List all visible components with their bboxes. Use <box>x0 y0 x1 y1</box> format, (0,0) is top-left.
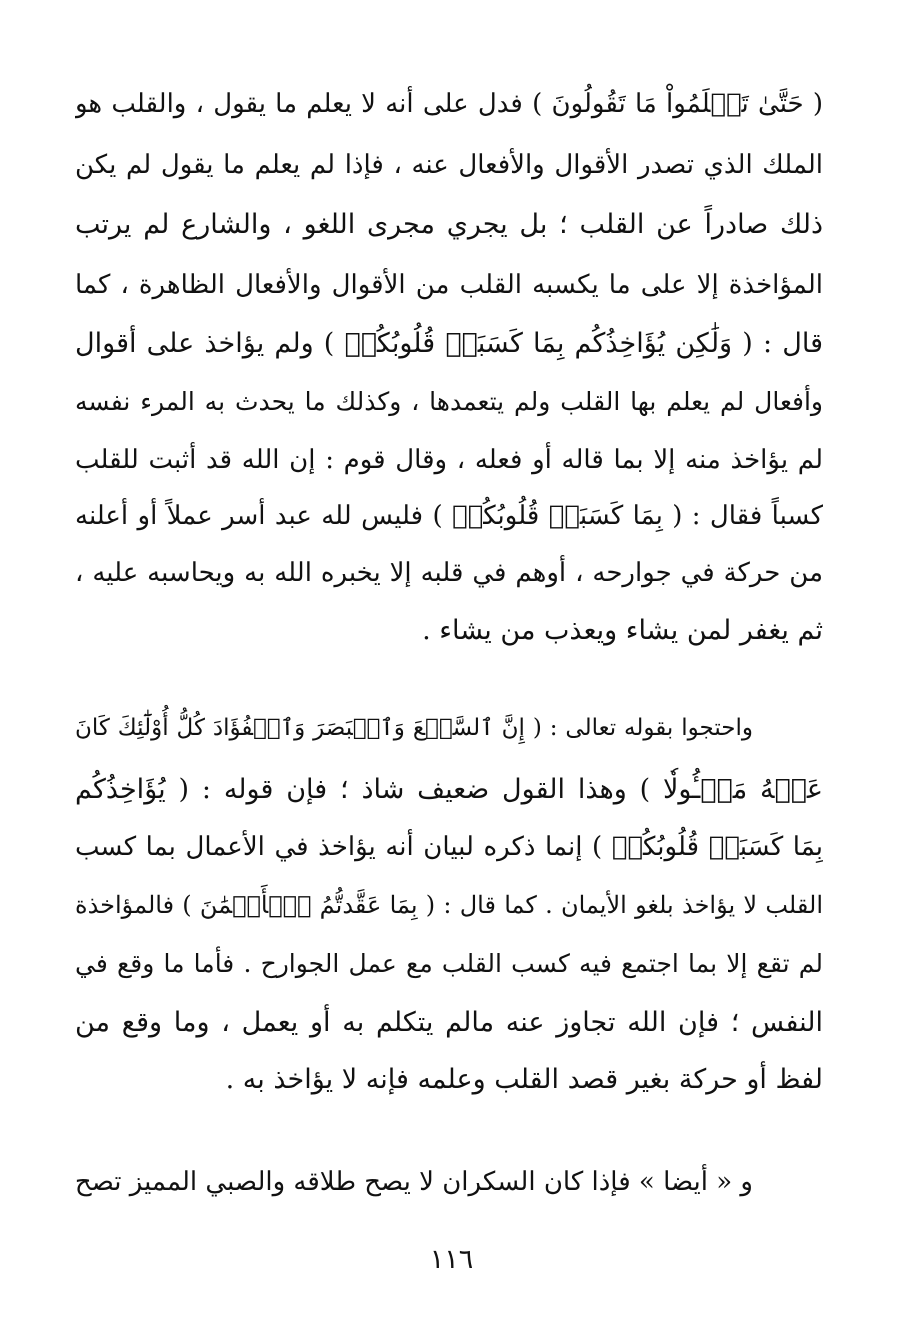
text-line: بِمَا كَسَبَتۡ قُلُوبُكُمۡ ) إنما ذكره لبيان أنه يؤاخذ في الأعمال بما كسب <box>75 832 823 862</box>
text-line: من حركة في جوارحه ، أوهم في قلبه إلا يخبره الله به ويحاسبه عليه ، <box>75 558 823 588</box>
text-line: كسباً فقال : ( بِمَا كَسَبَتۡ قُلُوبُكُمۡ ) فليس لله عبد أسر عملاً أو أعلنه <box>75 501 823 531</box>
text-line: القلب لا يؤاخذ بلغو الأيمان . كما قال : ( بِمَا عَقَّدتُّمُ ٱلۡأَيۡمَٰنَ ) فالمؤاخذة <box>75 891 823 919</box>
text-line: لم تقع إلا بما اجتمع فيه كسب القلب مع عمل الجوارح . فأما ما وقع في <box>75 949 823 978</box>
text-line: و « أيضا » فإذا كان السكران لا يصح طلاقه والصبي المميز تصح <box>75 1167 753 1197</box>
text-line: واحتجوا بقوله تعالى : ( إِنَّ ٱلسَّمۡعَ وَٱلۡبَصَرَ وَٱلۡفُؤَادَ كُلُّ أُوْلَٰٓئِكَ كَانَ <box>75 715 753 741</box>
text-line: عَنۡهُ مَسۡـُٔولٗا ) وهذا القول ضعيف شاذ ؛ فإن قوله : ( يُؤَاخِذُكُم <box>75 774 823 805</box>
text-line: وأفعال لم يعلم بها القلب ولم يتعمدها ، وكذلك ما يحدث به المرء نفسه <box>75 387 823 416</box>
text-line: ( حَتَّىٰ تَعۡلَمُواْ مَا تَقُولُونَ ) فدل على أنه لا يعلم ما يقول ، والقلب هو <box>75 89 823 119</box>
text-line: لفظ أو حركة بغير قصد القلب وعلمه فإنه لا يؤاخذ به . <box>225 1064 823 1095</box>
text-line: لم يؤاخذ منه إلا بما قاله أو فعله ، وقال قوم : إن الله قد أثبت للقلب <box>75 445 823 475</box>
text-line: ذلك صادراً عن القلب ؛ بل يجري مجرى اللغو ، والشارع لم يرتب <box>75 209 823 240</box>
text-line: المؤاخذة إلا على ما يكسبه القلب من الأقوال والأفعال الظاهرة ، كما <box>75 270 823 300</box>
text-line: النفس ؛ فإن الله تجاوز عنه مالم يتكلم به أو يعمل ، وما وقع من <box>75 1007 823 1038</box>
page-number: ١١٦ <box>429 1244 474 1275</box>
text-line: ثم يغفر لمن يشاء ويعذب من يشاء . <box>422 615 823 646</box>
text-line: الملك الذي تصدر الأقوال والأفعال عنه ، فإذا لم يعلم ما يقول لم يكن <box>75 150 823 180</box>
text-line: قال : ( وَلَٰكِن يُؤَاخِذُكُم بِمَا كَسَبَتۡ قُلُوبُكُمۡ ) ولم يؤاخذ على أقوال <box>75 328 823 359</box>
